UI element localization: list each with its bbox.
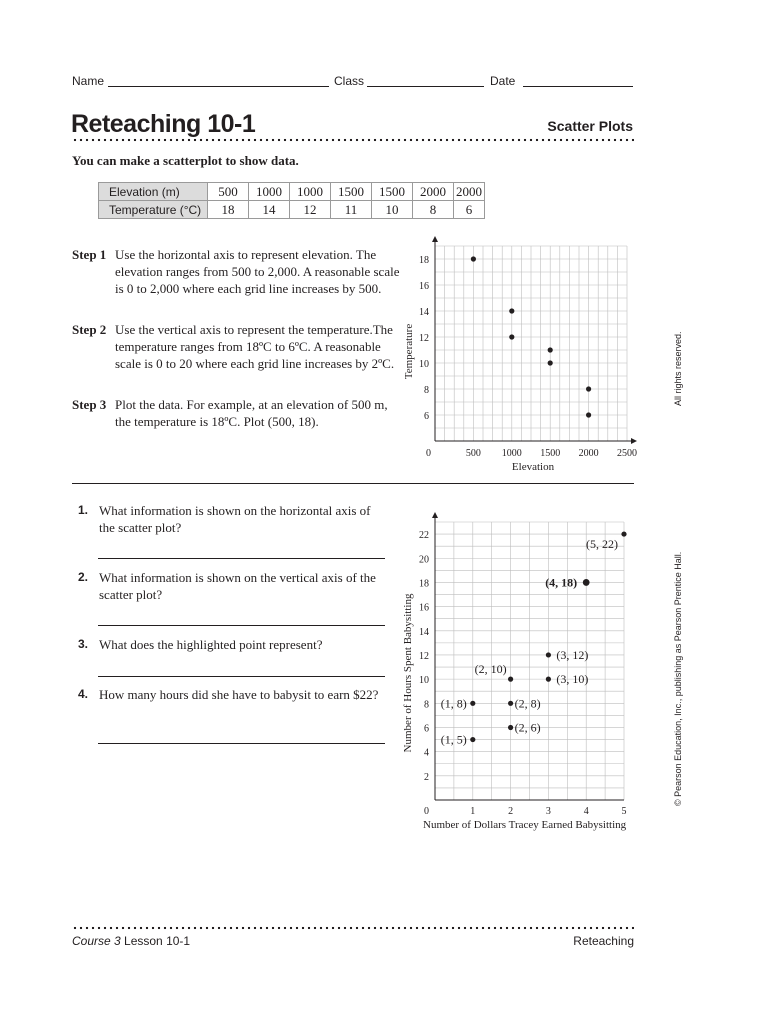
- y-axis-label: Temperature: [403, 323, 415, 380]
- data-point: [509, 334, 514, 339]
- question-number: 3.: [78, 637, 89, 651]
- data-point: [509, 308, 514, 313]
- answer-line-3[interactable]: [98, 676, 385, 677]
- step-label: Step 3: [72, 397, 107, 412]
- question-number: 2.: [78, 570, 89, 584]
- y-tick-label: 14: [419, 307, 429, 318]
- section-divider: [72, 483, 634, 484]
- x-tick-label: 1: [470, 806, 476, 817]
- table-cell: 6: [454, 201, 485, 219]
- data-point: [546, 652, 551, 657]
- x-tick-label: 1500: [540, 448, 561, 459]
- answer-line-1[interactable]: [98, 558, 385, 559]
- point-label: (4, 18): [545, 575, 578, 590]
- x-tick-label: 2: [508, 806, 514, 817]
- y-axis-arrow: [432, 512, 438, 518]
- y-tick-label: 22: [419, 530, 429, 542]
- data-point: [508, 677, 513, 682]
- point-label: (2, 8): [514, 696, 541, 711]
- table-cell: 2000: [454, 183, 485, 201]
- table-cell: 500: [208, 183, 249, 201]
- table-cell: 11: [331, 201, 372, 219]
- y-tick-label: 2: [424, 771, 429, 783]
- point-label: (1, 5): [440, 732, 467, 747]
- babysitting-chart: [395, 510, 650, 840]
- page-subtitle: Scatter Plots: [547, 118, 633, 134]
- table-cell: 8: [413, 201, 454, 219]
- data-point: [548, 360, 553, 365]
- x-tick-label: 2500: [617, 448, 637, 459]
- table-cell: 12: [290, 201, 331, 219]
- y-tick-label: 16: [419, 281, 429, 292]
- point-label: (3, 10): [556, 672, 589, 687]
- x-tick-label: 5: [621, 806, 627, 817]
- step-text: Use the vertical axis to represent the temperature.The temperature ranges from 18ºC to 6ºC. A reasonable scale is 0 to 20 where each grid line increases by 2ºC.: [115, 322, 395, 371]
- class-line[interactable]: [367, 86, 484, 87]
- step-2: [72, 321, 402, 372]
- data-point: [470, 701, 475, 706]
- x-tick-label: 1000: [501, 448, 522, 459]
- y-tick-label: 12: [419, 333, 429, 344]
- x-axis-label: Number of Dollars Tracey Earned Babysitting: [423, 819, 627, 831]
- y-tick-label: 18: [419, 578, 429, 590]
- data-point: [470, 737, 475, 742]
- page-title: Reteaching 10-1: [71, 110, 256, 138]
- data-point: [586, 386, 591, 391]
- table-row: [99, 201, 485, 219]
- step-label: Step 1: [72, 247, 107, 262]
- y-tick-label: 10: [419, 675, 429, 687]
- data-point: [546, 677, 551, 682]
- class-label: Class: [334, 74, 365, 88]
- y-tick-label: 14: [419, 626, 429, 638]
- intro-text: You can make a scatterplot to show data.: [72, 153, 299, 168]
- copyright-note: © Pearson Education, Inc., publishing as Pearson Prentice Hall.: [673, 551, 683, 806]
- table-cell: 2000: [413, 183, 454, 201]
- table-cell: 1500: [372, 183, 413, 201]
- data-point: [471, 256, 476, 261]
- footer-left: [72, 934, 190, 948]
- question-4: [78, 686, 388, 703]
- table-cell: 18: [208, 201, 249, 219]
- data-point: [508, 701, 513, 706]
- y-tick-label: 18: [419, 255, 429, 266]
- y-tick-label: 8: [424, 699, 429, 711]
- y-tick-label: 20: [419, 554, 429, 566]
- data-point: [508, 725, 513, 730]
- step-3: [72, 396, 402, 430]
- row-header: Elevation (m): [99, 183, 208, 201]
- origin-label: 0: [426, 448, 431, 459]
- name-line[interactable]: [108, 86, 329, 87]
- y-tick-label: 10: [419, 359, 429, 370]
- answer-line-2[interactable]: [98, 625, 385, 626]
- step-text: Plot the data. For example, at an elevation of 500 m, the temperature is 18ºC. Plot (500, 18).: [115, 397, 388, 429]
- y-tick-label: 16: [419, 602, 429, 614]
- question-text: What does the highlighted point represent?: [99, 637, 323, 652]
- data-point: [586, 412, 591, 417]
- step-1: [72, 246, 402, 297]
- question-text: How many hours did she have to babysit to earn $22?: [99, 687, 379, 702]
- origin-label: 0: [424, 806, 429, 817]
- x-axis-label: Elevation: [511, 461, 555, 473]
- point-label: (2, 6): [514, 720, 541, 735]
- footer-lesson: Lesson 10-1: [120, 934, 191, 948]
- question-text: What information is shown on the horizontal axis of the scatter plot?: [99, 503, 371, 535]
- question-number: 4.: [78, 687, 89, 701]
- question-number: 1.: [78, 503, 89, 517]
- date-line[interactable]: [523, 86, 633, 87]
- name-label: Name: [72, 74, 105, 88]
- y-tick-label: 12: [419, 650, 429, 662]
- question-text: What information is shown on the vertical axis of the scatter plot?: [99, 570, 376, 602]
- y-tick-label: 4: [424, 747, 429, 759]
- footer-dotted-divider: [72, 926, 634, 930]
- table-row: [99, 183, 485, 201]
- x-tick-label: 3: [545, 806, 551, 817]
- step-label: Step 2: [72, 322, 107, 337]
- table-cell: 10: [372, 201, 413, 219]
- elevation-temperature-chart: [395, 236, 645, 478]
- y-axis-arrow: [432, 236, 438, 242]
- row-header: Temperature (°C): [99, 201, 208, 219]
- y-axis-label: Number of Hours Spent Babysitting: [402, 593, 414, 753]
- table-cell: 14: [249, 201, 290, 219]
- footer-right: Reteaching: [573, 934, 634, 948]
- table-cell: 1000: [290, 183, 331, 201]
- data-table: [98, 182, 485, 219]
- y-tick-label: 6: [424, 723, 429, 735]
- data-point: [621, 531, 626, 536]
- point-label: (2, 10): [474, 662, 507, 677]
- x-tick-label: 2000: [578, 448, 599, 459]
- rights-note: All rights reserved.: [673, 331, 683, 406]
- x-tick-label: 500: [465, 448, 481, 459]
- data-point: [548, 347, 553, 352]
- question-3: [78, 636, 388, 653]
- footer-course: Course 3: [72, 934, 121, 948]
- highlighted-point: [583, 579, 590, 586]
- point-label: (5, 22): [586, 537, 618, 552]
- date-label: Date: [490, 74, 516, 88]
- point-label: (1, 8): [440, 696, 467, 711]
- question-1: [78, 502, 388, 536]
- table-cell: 1000: [249, 183, 290, 201]
- y-tick-label: 6: [424, 411, 429, 422]
- x-tick-label: 4: [583, 806, 589, 817]
- step-text: Use the horizontal axis to represent elevation. The elevation ranges from 500 to 2,000. A reasonable scale is 0 to 2,000 where each grid line increases by 500.: [115, 247, 400, 296]
- y-tick-label: 8: [424, 385, 429, 396]
- question-2: [78, 569, 388, 603]
- table-cell: 1500: [331, 183, 372, 201]
- x-axis-arrow: [631, 438, 637, 444]
- dotted-divider: [72, 138, 634, 142]
- answer-line-4[interactable]: [98, 743, 385, 744]
- point-label: (3, 12): [556, 647, 589, 662]
